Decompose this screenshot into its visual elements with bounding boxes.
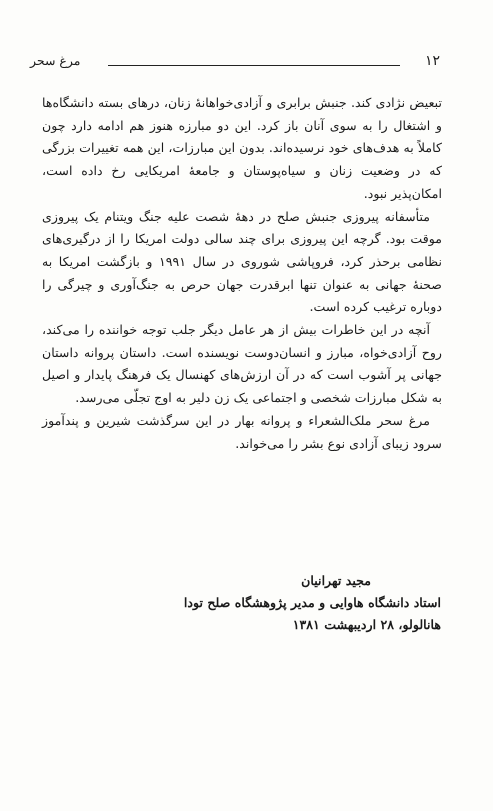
- running-title: مرغ سحر: [30, 53, 81, 68]
- place-date: هانالولو، ۲۸ اردیبهشت ۱۳۸۱: [292, 617, 441, 632]
- body-text: [42, 92, 442, 455]
- paragraph: آنچه در این خاطرات بیش از هر عامل دیگر جلب توجه خواننده را می‌کند، روح آزادی‌خواه، مبارز و انسان‌دوست نویسنده است. داستان پروانه داستان جهانی پر آشوب است که در آن ارزش‌های کهنسال یک فرهنگ پایدار و اصیل به شکل مبارزات شخصی و اجتماعی یک زن دلیر به اوج تجلّی می‌رسد.: [42, 322, 442, 406]
- page-number: ۱۲: [424, 53, 440, 69]
- running-header: [30, 52, 440, 72]
- paragraph: تبعیض نژادی کند. جنبش برابری و آزادی‌خواهانهٔ زنان، درهای بسته دانشگاه‌ها و اشتغال را به سوی آنان باز کرد. این دو مبارزه هنوز هم ادامه دارد چون کاملاً به هدف‌های خود نرسیده‌اند. بدون این مبارزات، این همه تغییرات بزرگی که در وضعیت زنان و سیاه‌پوستان و جامعهٔ امریکایی رخ داده است، امکان‌پذیر نبود.: [42, 95, 442, 201]
- author-name: مجید تهرانیان: [301, 573, 371, 588]
- paragraph: مرغ سحر ملک‌الشعراء و پروانه بهار در این سرگذشت شیرین و پندآموز سرود زیبای آزادی نوع بشر را می‌خواند.: [42, 412, 442, 451]
- author-signature-block: [41, 570, 441, 636]
- header-rule: [108, 65, 400, 66]
- paragraph: متأسفانه پیروزی جنبش صلح در دههٔ شصت علیه جنگ ویتنام یک پیروزی موقت بود. گرچه این پیروزی برای چند سالی دولت امریکا را از درگیری‌های نظامی برحذر کرد، فروپاشی شوروی در سال ۱۹۹۱ و بازگشت امریکا به صحنهٔ جهانی به عنوان تنها ابرقدرت جهان حرص به جنگ‌آوری و چیرگی را دوباره ترغیب کرده است.: [42, 208, 442, 315]
- author-position: استاد دانشگاه هاوایی و مدیر پژوهشگاه صلح تودا: [183, 595, 441, 610]
